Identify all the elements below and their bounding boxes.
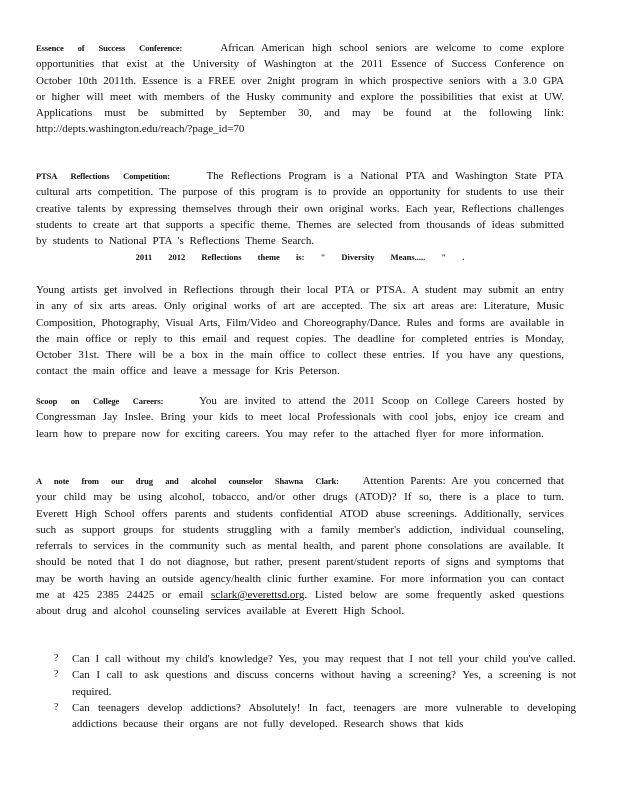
question-bullet-icon: ? [54, 701, 59, 713]
ptsa-text: The Reflections Program is a National PTA and Washington State PTA cultural arts competition. The purpose of this program is to provide an opportunity for students to use their creative talents by expressing themselves through their own original works. Each year, Reflections challenges students to create art that supports a specific theme. Themes are selected from thousands of ideas submitted by students to National PTA 's Reflections Theme Search. [36, 170, 564, 248]
question-bullet-icon: ? [54, 653, 59, 664]
scoop-text: You are invited to attend the 2011 Scoop on College Careers hosted by Congressman Jay Inslee. Bring your kids to meet local Professionals with cool jobs, enjoy ice cream and learn how to prepare now for exciting careers. You may refer to the attached flyer for more information. [36, 395, 565, 440]
list-item [36, 667, 576, 700]
scoop-paragraph [36, 393, 564, 442]
faq-item-text: Can I call to ask questions and discuss concerns without having a screening? Yes, a screening is not required. [72, 669, 576, 698]
faq-list [36, 651, 576, 732]
list-item [36, 651, 576, 667]
young-artists-text: Young artists get involved in Reflections through their local PTA or PTSA. A student may submit an entry in any of six arts areas. Only original works of art are accepted. The six art areas are: Literature, Music Composition, Photography, Visual Arts, Film/Video and Choreography/Dance. Rules and forms are available in the main office or reply to this email and request copies. The deadline for completed entries is Monday, October 31st. There will be a box in the main office to collect these entries. If you have any questions, contact the main office and leave a message for Kris Peterson. [36, 284, 564, 378]
faq-item-text: Can I call without my child's knowledge? Yes, you may request that I not tell your child you've called. [72, 653, 576, 665]
young-artists-paragraph [36, 282, 564, 380]
counselor-email-link[interactable]: sclark@everettsd.org [211, 589, 305, 602]
essence-paragraph [36, 40, 564, 138]
reflections-theme-line: 2011 2012 Reflections theme is: " Diversity Means..... " . [135, 252, 465, 263]
question-bullet-icon: ? [54, 669, 59, 681]
essence-text: African American high school seniors are welcome to come explore opportunities that exist at the University of Washington at the 2011 Essence of Success Conference on October 10th 2011th. Essence is a FREE over 2night program in which prospective seniors with a 3.0 GPA or higher will meet with members of the Husky community and explore the possibilities that exist at UW. Applications must be submitted by September 30, and may be found at the following link: http://depts.washington.edu/reach/?page_id=70 [36, 42, 565, 136]
drug-note-heading: A note from our drug and alcohol counselor Shawna Clark: [36, 476, 339, 486]
drug-note-paragraph [36, 473, 564, 620]
faq-item-text: Can teenagers develop addictions? Absolutely! In fact, teenagers are more vulnerable to developing addictions because their organs are not fully developed. Research shows that kids [72, 701, 576, 731]
list-item [36, 700, 576, 733]
essence-heading: Essence of Success Conference: [36, 43, 183, 53]
ptsa-heading: PTSA Reflections Competition: [36, 171, 171, 181]
drug-note-text: Attention Parents: Are you concerned that your child may be using alcohol, tobacco, and/or other drugs (ATOD)? If so, there is a place to turn. Everett High School offers parents and students confidential ATOD abuse screenings. Additionally, services such as support groups for students struggling with a family member's addiction, individual counseling, referrals to services in the community such as mental health, and parent phone consolations are available. It should be noted that I do not diagnose, but rather, present parent/student reports of signs and symptoms that may be worth having an outside agency/health clinic further examine. For more information you can contact me at 425 2385 24425 or email [36, 475, 564, 602]
scoop-heading: Scoop on College Careers: [36, 396, 164, 406]
ptsa-paragraph [36, 168, 564, 266]
drug-note-text-end: . Listed below are some frequently asked questions about drug and alcohol counseling services available at Everett High School. [36, 589, 564, 618]
